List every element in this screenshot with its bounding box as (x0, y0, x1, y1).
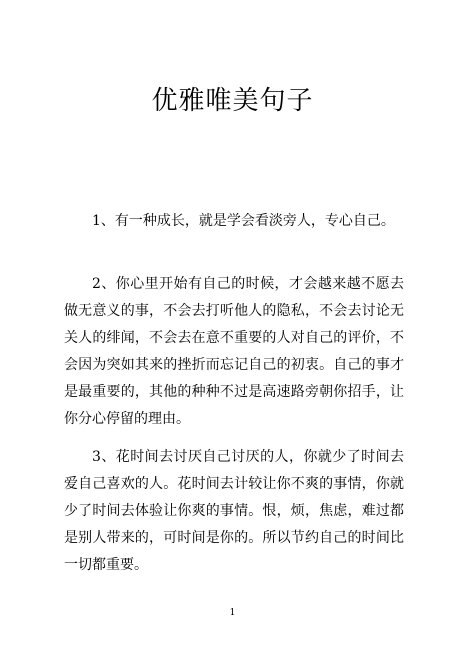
paragraph-2: 2、你心里开始有自己的时候，才会越来越不愿去做无意义的事，不会去打听他人的隐私，不会去讨论无关人的绯闻，不会去在意不重要的人对自己的评价，不会因为突如其来的挫折而忘记自己的初衷。自己的事才是最重要的，其他的种种不过是高速路旁朝你招手，让你分心停留的理由。 (64, 276, 404, 427)
paragraph-3: 3、花时间去讨厌自己讨厌的人，你就少了时间去爱自己喜欢的人。花时间去计较让你不爽的事情，你就少了时间去体验让你爽的事情。恨，烦，焦虑，难过都是别人带来的，可时间是你的。所以节约自己的时间比一切都重要。 (64, 449, 404, 573)
paragraph-1: 1、有一种成长，就是学会看淡旁人，专心自己。 (92, 213, 395, 229)
page-number: 1 (229, 608, 236, 618)
document-title: 优雅唯美句子 (151, 86, 314, 116)
